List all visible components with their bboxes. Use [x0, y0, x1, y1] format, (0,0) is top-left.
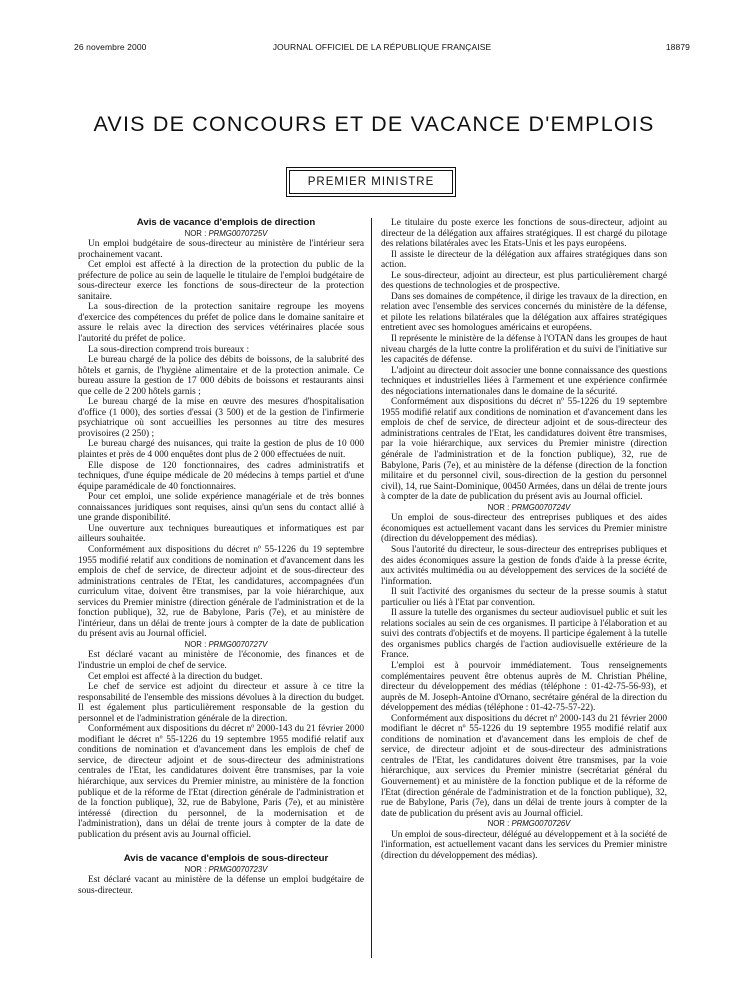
nor-reference: [381, 503, 667, 514]
notice-body: [78, 239, 364, 640]
nor-prefix: NOR :: [487, 819, 510, 829]
paragraph: Il assiste le directeur de la délégation aux affaires stratégiques dans son action.: [381, 249, 667, 271]
nor-prefix: NOR :: [184, 639, 207, 649]
paragraph: Un emploi de sous-directeur, délégué au développement et à la société de l'information, est actuellement vacant dans les services du Premier ministre (direction du développement des médias).: [381, 829, 667, 861]
paragraph: Cet emploi est affecté à la direction du budget.: [88, 671, 263, 682]
notice-body: [78, 875, 364, 896]
paragraph: Il représente le ministère de la défense à l'OTAN dans les groupes de haut niveau chargés de la lutte contre la prolifération et du suivi de l'initiative sur les capacités de défense.: [381, 334, 667, 366]
paragraph: La sous-direction de la protection sanitaire regroupe les moyens d'exercice des compétences du préfet de police dans le domaine sanitaire et assure le relais avec la direction des services vétérinaires placée sous l'autorité du préfet de police.: [78, 302, 364, 345]
nor-prefix: NOR :: [184, 228, 207, 238]
left-column: [78, 218, 364, 896]
paragraph: Le bureau chargé de la mise en œuvre des mesures d'hospitalisation d'office (1 000), des sorties d'essai (3 500) et de la gestion de l'infirmerie psychiatrique où sont accueillies les personnes au titre des mesures provisoires (2 250) ;: [78, 397, 364, 439]
paragraph: Est déclaré vacant au ministère de la défense un emploi budgétaire de sous-directeur.: [78, 875, 364, 896]
section-title-box: PREMIER MINISTRE: [289, 170, 453, 194]
paragraph: Conformément aux dispositions du décret nº 55-1226 du 19 septembre 1955 modifié relatif aux conditions de nomination et d'avancement dans les emplois de chef de service, de directeur adjoint et de sous-directeur des administrations centrales de l'Etat, les candidatures, accompagnées d'un curriculum vitae, doivent être transmises, par la voie hiérarchique, aux services du Premier ministre (direction générale de l'administration et de la fonction publique), 32, rue de Babylone, Paris (7e), et au ministère de l'intérieur, dans un délai de trente jours à compter de la date de publication du présent avis au Journal officiel.: [78, 544, 364, 640]
paragraph: Le chef de service est adjoint du directeur et assure à ce titre la responsabilité de l'ensemble des missions dévolues à la direction du budget. Il est également plus particulièrement responsable de la gestion du personnel et de l'administration générale de la direction.: [78, 682, 364, 724]
paragraph: Le bureau chargé des nuisances, qui traite la gestion de plus de 10 000 plaintes et près de 4 000 enquêtes dont plus de 2 000 effectuées de nuit.: [78, 439, 364, 461]
paragraph: Le sous-directeur, adjoint au directeur, est plus particulièrement chargé des questions de technologies et de prospective.: [381, 270, 667, 292]
paragraph: Une ouverture aux techniques bureautiques et informatiques est par ailleurs souhaitée.: [78, 523, 364, 545]
nor-prefix: NOR :: [184, 864, 207, 874]
paragraph: Un emploi budgétaire de sous-directeur au ministère de l'intérieur sera prochainement vacant.: [78, 239, 364, 260]
nor-code: PRMG0070724V: [511, 502, 571, 512]
paragraph: Pour cet emploi, une solide expérience managériale et de très bonnes connaissances juridiques sont requises, ainsi qu'un sens du contact allié à une grande disponibilité.: [78, 492, 364, 524]
nor-code: PRMG0070725V: [208, 228, 268, 238]
paragraph: Elle dispose de 120 fonctionnaires, des cadres administratifs et techniques, d'une équipe médicale de 20 médecins à temps partiel et d'une équipe paramédicale de 40 fonctionnaires.: [78, 460, 364, 492]
nor-reference: [78, 640, 364, 651]
paragraph: Il suit l'activité des organismes du secteur de la presse soumis à statut particulier ou liés à l'Etat par convention.: [381, 587, 667, 608]
notice-body: [381, 830, 667, 862]
paragraph: Cet emploi est affecté à la direction de la protection du public de la préfecture de police au sein de laquelle le titulaire de l'emploi budgétaire de sous-directeur exerce les fonctions de sous-directeur de la protection sanitaire.: [78, 260, 364, 302]
notice-body: [381, 513, 667, 819]
paragraph: L'emploi est à pourvoir immédiatement. Tous renseignements complémentaires peuvent être obtenus auprès de M. Christian Phéline, directeur du développement des médias (téléphone : 01-42-75-56-93), et auprès de M. Joseph-Antoine d'Ornano, secrétaire général de la direction du développement des médias (téléphone : 01-42-75-57-22).: [381, 660, 667, 714]
page-title: AVIS DE CONCOURS ET DE VACANCE D'EMPLOIS: [93, 112, 655, 136]
paragraph: Est déclaré vacant au ministère de l'économie, des finances et de l'industrie un emploi de chef de service.: [78, 650, 364, 671]
paragraph: Un emploi de sous-directeur des entreprises publiques et des aides économiques est actuellement vacant dans les services du Premier ministre (direction du développement des médias).: [381, 513, 667, 545]
paragraph: L'adjoint au directeur doit associer une bonne connaissance des questions techniques et industrielles liées à l'armement et une expérience confirmée des négociations internationales dans le domaine de la sécurité.: [381, 365, 667, 397]
paragraph: Le bureau chargé de la police des débits de boissons, de la salubrité des hôtels et garnis, de l'hygiène alimentaire et de la protection animale. Ce bureau assure la gestion de 17 000 débits de boissons et restaurants ainsi que celle de 2 200 hôtels garnis ;: [78, 355, 364, 397]
header-date: 26 novembre 2000: [74, 42, 147, 52]
notice-body: [381, 218, 667, 503]
page-header: [74, 40, 690, 56]
notice-heading-sous-directeur: Avis de vacance d'emplois de sous-directeur: [123, 853, 329, 865]
paragraph: Sous l'autorité du directeur, le sous-directeur des entreprises publiques et des aides économiques assure la gestion de fonds d'aide à la presse écrite, aux activités multimédia ou au développement des services de la société de l'information.: [381, 544, 667, 587]
right-column: [381, 218, 667, 861]
paragraph: Dans ses domaines de compétence, il dirige les travaux de la direction, en relation avec l'ensemble des services concernés du ministère de la défense, et pilote les relations bilatérales que la délégation aux affaires stratégiques entretient avec ses homologues américains et européens.: [381, 291, 667, 334]
header-page-number: 18879: [665, 42, 690, 52]
nor-reference: [78, 865, 364, 876]
nor-reference: [381, 819, 667, 830]
paragraph: Il assure la tutelle des organismes du secteur audiovisuel public et suit les relations sociales au sein de ces organismes. Il participe à l'élaboration et au suivi des contrats d'objectifs et de moyens. Il participe également à la tutelle des organismes publics chargés de l'action audiovisuelle extérieure de la France.: [381, 608, 667, 661]
paragraph: Conformément aux dispositions du décret nº 2000-143 du 21 février 2000 modifiant le décret nº 55-1226 du 19 septembre 1955 modifié relatif aux conditions de nomination et d'avancement dans les emplois de chef de service, de directeur adjoint et de sous-directeur des administrations centrales de l'Etat, les candidatures doivent être transmises, par la voie hiérarchique, aux services du Premier ministre, au ministère de la fonction publique et de la réforme de l'Etat (direction générale de l'administration et de la fonction publique), 32, rue de Babylone, Paris (7e), et au ministère intéressé (direction du personnel, de la modernisation et de l'administration), dans un délai de trente jours à compter de la date de publication du présent avis au Journal officiel.: [78, 724, 364, 840]
nor-prefix: NOR :: [487, 502, 510, 512]
nor-reference: [78, 229, 364, 240]
nor-code: PRMG0070726V: [511, 819, 571, 829]
notice-body: [78, 650, 364, 840]
nor-code: PRMG0070723V: [208, 864, 268, 874]
paragraph: La sous-direction comprend trois bureaux :: [88, 344, 250, 355]
header-journal-title: JOURNAL OFFICIEL DE LA RÉPUBLIQUE FRANÇAISE: [272, 42, 492, 52]
column-divider: [371, 218, 372, 958]
paragraph: Conformément aux dispositions du décret nº 55-1226 du 19 septembre 1955 modifié relatif aux conditions de nomination et d'avancement dans les emplois de chef de service, de directeur adjoint et de sous-directeur des administrations centrales de l'Etat, les candidatures doivent être transmises, par la voie hiérarchique, aux services du Premier ministre (direction générale de l'administration et de la fonction publique), 32, rue de Babylone, Paris (7e), et au ministère de la défense (direction de la fonction militaire et du personnel civil, sous-direction de la gestion du personnel civil), 14, rue Saint-Dominique, 00450 Armées, dans un délai de trente jours à compter de la date de publication du présent avis au Journal officiel.: [381, 397, 667, 503]
paragraph: Le titulaire du poste exerce les fonctions de sous-directeur, adjoint au directeur de la délégation aux affaires stratégiques. Il est chargé du pilotage des relations bilatérales avec les Etats-Unis et les pays européens.: [381, 218, 667, 250]
nor-code: PRMG0070727V: [208, 639, 268, 649]
paragraph: Conformément aux dispositions du décret nº 2000-143 du 21 février 2000 modifiant le décret nº 55-1226 du 19 septembre 1955 modifié relatif aux conditions de nomination et d'avancement dans les emplois de chef de service, de directeur adjoint et de sous-directeur des administrations centrales de l'Etat, les candidatures doivent être transmises, par la voie hiérarchique, aux services du Premier ministre (secrétariat général du Gouvernement) et au ministère de la fonction publique et de la réforme de l'Etat (direction générale de l'administration et de la fonction publique), 32, rue de Babylone, Paris (7e), dans un délai de trente jours à compter de la date de publication du présent avis au Journal officiel.: [381, 713, 667, 819]
notice-heading-direction: Avis de vacance d'emplois de direction: [136, 217, 316, 228]
